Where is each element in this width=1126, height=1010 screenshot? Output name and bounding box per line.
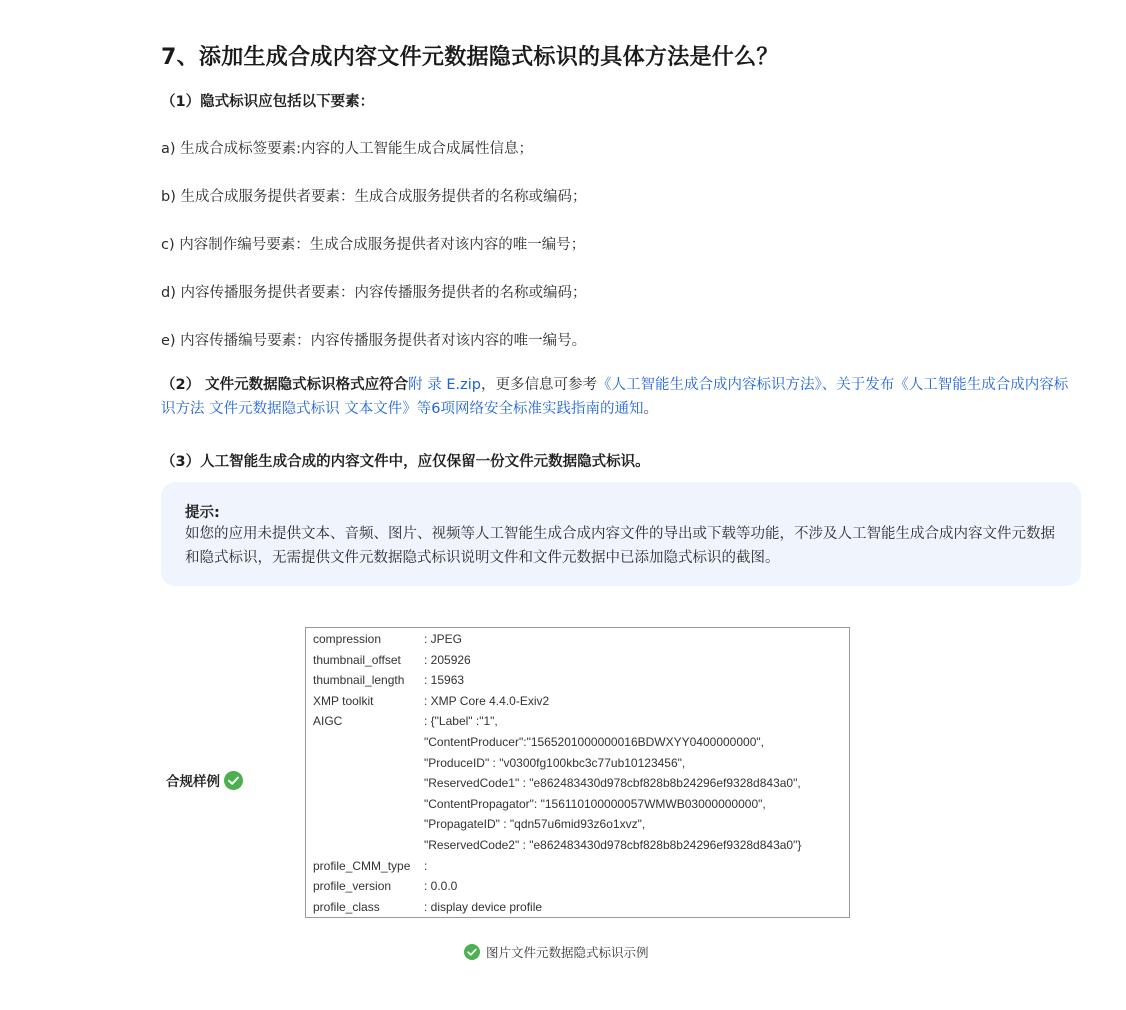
page-title: 7、添加生成合成内容文件元数据隐式标识的具体方法是什么？ xyxy=(161,45,779,70)
element-item-d: d) 内容传播服务提供者要素：内容传播服务提供者的名称或编码； xyxy=(161,285,587,301)
metadata-screenshot xyxy=(305,627,850,918)
metadata-key: profile_CMM_type xyxy=(313,858,411,873)
metadata-key: thumbnail_length xyxy=(313,673,405,688)
metadata-value: : JPEG xyxy=(424,632,463,646)
metadata-value: : 0.0.0 xyxy=(424,879,458,894)
metadata-value: "ContentProducer":"1565201000000016BDWXYY0400000000", xyxy=(424,735,764,749)
metadata-key: AIGC xyxy=(313,714,343,729)
check-circle-icon xyxy=(224,771,243,790)
metadata-value: "ContentPropagator": "156110100000057WMWB03000000000", xyxy=(424,796,766,811)
metadata-value: : {"Label" :"1", xyxy=(424,714,498,729)
section3-heading: （3）人工智能生成合成的内容文件中，应仅保留一份文件元数据隐式标识。 xyxy=(161,454,650,470)
notice-link[interactable]: 关于发布《人工智能生成合成内容标识方法 文件元数据隐式标识 文本文件》等6项网络安全标准实践指南的通知 xyxy=(161,377,1069,417)
compliant-sample-label xyxy=(166,770,243,790)
metadata-key: profile_version xyxy=(313,879,392,894)
metadata-value: "ProduceID" : "v0300fg100kbc3c77ub10123456", xyxy=(424,755,686,770)
tip-body: 如您的应用未提供文本、音频、图片、视频等人工智能生成合成内容文件的导出或下载等功能，不涉及人工智能生成合成内容文件元数据和隐式标识，无需提供文件元数据隐式标识说明文件和文件元数据中已添加隐式标识的截图。 xyxy=(185,526,1055,566)
check-circle-icon xyxy=(464,944,480,960)
metadata-key: thumbnail_offset xyxy=(313,652,401,667)
element-item-e: e) 内容传播编号要素：内容传播服务提供者对该内容的唯一编号。 xyxy=(161,333,587,349)
metadata-value: : xyxy=(424,858,428,873)
element-item-b: b) 生成合成服务提供者要素：生成合成服务提供者的名称或编码； xyxy=(161,189,587,205)
image-caption xyxy=(464,943,649,961)
metadata-key: compression xyxy=(313,632,382,646)
section2-middle-text: ，更多信息可参考 xyxy=(480,377,597,393)
metadata-key: XMP toolkit xyxy=(313,693,374,708)
caption-text: 图片文件元数据隐式标识示例 xyxy=(486,945,649,960)
metadata-value: "ReservedCode2" : "e862483430d978cbf828b8b24296ef9328d843a0"} xyxy=(424,838,802,852)
tip-title: 提示: xyxy=(185,505,220,521)
element-item-a: a) 生成合成标签要素:内容的人工智能生成合成属性信息； xyxy=(161,141,534,157)
metadata-value: : 15963 xyxy=(424,673,465,688)
metadata-value: "PropagateID" : "qdn57u6mid93z6o1xvz", xyxy=(424,817,646,832)
attachment-link[interactable]: 附 录 E.zip xyxy=(408,377,481,393)
compliant-sample-text: 合规样例 xyxy=(166,774,220,790)
tip-box xyxy=(161,482,1081,586)
metadata-key: profile_class xyxy=(313,899,380,914)
section2-paragraph xyxy=(161,373,1076,421)
element-item-c: c) 内容制作编号要素：生成合成服务提供者对该内容的唯一编号； xyxy=(161,237,586,253)
standard-link[interactable]: 《人工智能生成合成内容标识方法》 xyxy=(596,377,822,393)
metadata-value: : 205926 xyxy=(424,652,471,667)
section2-suffix: 。 xyxy=(643,401,658,417)
section2-prefix: （2） 文件元数据隐式标识格式应符合 xyxy=(161,377,409,393)
link-separator: 、 xyxy=(821,377,837,393)
metadata-value: "ReservedCode1" : "e862483430d978cbf828b8b24296ef9328d843a0", xyxy=(424,776,801,791)
metadata-value: : display device profile xyxy=(424,899,543,914)
section1-heading: （1）隐式标识应包括以下要素： xyxy=(161,94,375,110)
metadata-value: : XMP Core 4.4.0-Exiv2 xyxy=(424,693,550,708)
